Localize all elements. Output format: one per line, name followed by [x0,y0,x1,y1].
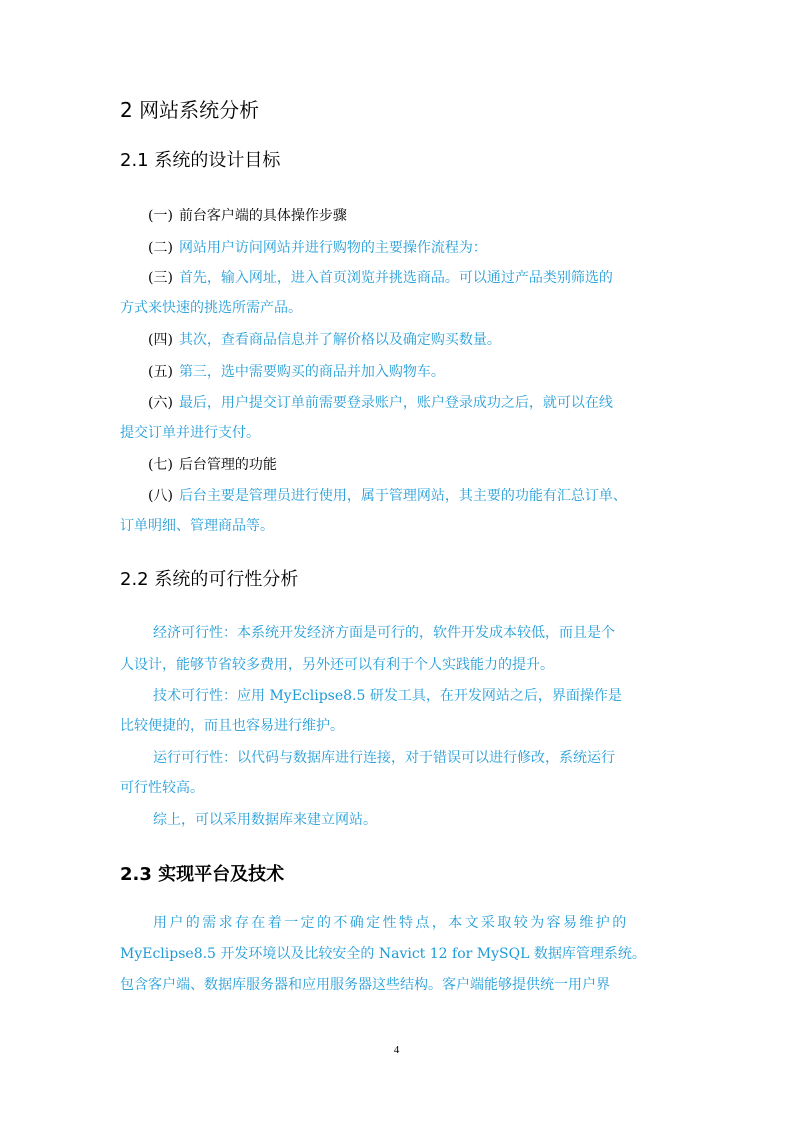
list-item [148,268,613,288]
paragraph-first-line: 综上，可以采用数据库来建立网站。 [153,812,377,828]
list-item [148,238,487,258]
item-number: (八) [148,488,173,504]
list-item [148,455,277,475]
item-text-continued: 订单明细、管理商品等。 [120,518,274,534]
item-text-continued: 方式来快速的挑选所需产品。 [120,300,302,316]
list-item [148,330,501,350]
item-text: 最后，用户提交订单前需要登录账户，账户登录成功之后，就可以在线 [178,395,613,411]
item-number: (六) [148,395,173,411]
item-text: 前台客户端的具体操作步骤 [178,208,347,224]
item-number: (一) [148,208,173,224]
list-item [148,206,347,226]
page-number: 4 [393,1044,400,1056]
item-text: 后台主要是管理员进行使用，属于管理网站，其主要的功能有汇总订单、 [178,488,627,504]
paragraph-first-line: 经济可行性：本系统开发经济方面是可行的，软件开发成本较低，而且是个 [153,625,615,641]
paragraph-line [120,913,675,933]
paragraph-line: 包含客户端、数据库服务器和应用服务器这些结构。客户端能够提供统一用户界 [120,977,610,993]
list-item [148,486,627,506]
paragraph-line [120,748,675,768]
subsection-title-2-3: 2.3 实现平台及技术 [120,864,285,885]
item-text: 首先，输入网址，进入首页浏览并挑选商品。可以通过产品类别筛选的 [178,270,613,286]
paragraph-line: 可行性较高。 [120,780,204,796]
paragraph-line: MyEclipse8.5 开发环境以及比较安全的 Navict 12 for MySQL 数据库管理系统。 [120,946,646,962]
item-number: (二) [148,240,173,256]
item-text: 其次，查看商品信息并了解价格以及确定购买数量。 [178,332,501,348]
item-number: (七) [148,457,173,473]
list-item [148,362,445,382]
paragraph-line [120,686,675,706]
paragraph-first-line: 运行可行性：以代码与数据库进行连接，对于错误可以进行修改，系统运行 [153,750,615,766]
item-text: 网站用户访问网站并进行购物的主要操作流程为： [178,240,487,256]
paragraph-line [120,623,675,643]
paragraph-first-line: 技术可行性：应用 MyEclipse8.5 研发工具，在开发网站之后，界面操作是 [153,688,622,704]
item-number: (四) [148,332,173,348]
item-text: 第三，选中需要购买的商品并加入购物车。 [178,364,445,380]
subsection-title-2-2: 2.2 系统的可行性分析 [120,569,299,590]
item-number: (三) [148,270,173,286]
section-title: 2 网站系统分析 [120,98,260,122]
subsection-title-2-1: 2.1 系统的设计目标 [120,150,281,171]
list-item [148,393,613,413]
paragraph-line [120,810,675,830]
item-text-continued: 提交订单并进行支付。 [120,425,260,441]
paragraph-first-line: 用户的需求存在着一定的不确定性特点，本文采取较为容易维护的 [153,915,629,931]
paragraph-line: 人设计，能够节省较多费用，另外还可以有利于个人实践能力的提升。 [120,657,554,673]
item-text: 后台管理的功能 [178,457,277,473]
item-number: (五) [148,364,173,380]
paragraph-line: 比较便捷的，而且也容易进行维护。 [120,718,344,734]
